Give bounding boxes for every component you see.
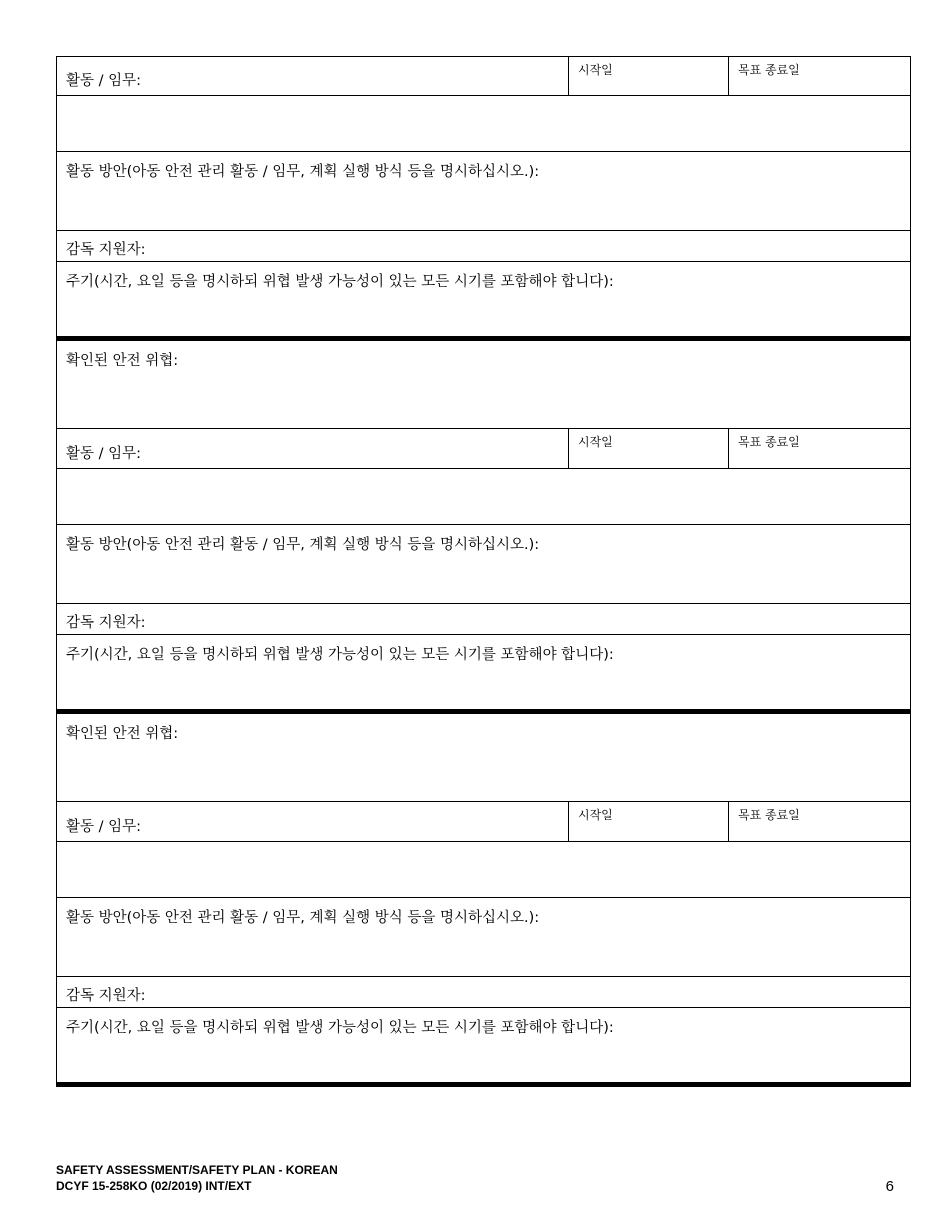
action-plan-field[interactable] [57,898,910,977]
safety-hazard-field[interactable] [57,714,910,802]
frequency-field[interactable] [57,1008,910,1087]
supervisor-field[interactable] [57,977,910,1008]
activity-field[interactable] [57,57,569,95]
supervisor-label: 감독 지원자: [66,988,146,1004]
target-end-date-field[interactable] [729,57,910,95]
safety-hazard-field[interactable] [57,341,910,429]
safety-hazard-label: 확인된 안전 위협: [66,353,179,369]
start-date-field[interactable] [569,429,729,468]
start-date-label: 시작일 [578,808,613,822]
activity-label: 활동 / 임무: [66,819,142,835]
target-end-date-label: 목표 종료일 [738,435,800,449]
safety-plan-form [56,56,911,1087]
frequency-label: 주기(시간, 요일 등을 명시하되 위협 발생 가능성이 있는 모든 시기를 포함해야 합니다): [66,1020,614,1036]
target-end-date-label: 목표 종료일 [738,808,800,822]
activity-row [57,56,910,96]
target-end-date-field[interactable] [729,802,910,841]
action-plan-label: 활동 방안(아동 안전 관리 활동 / 임무, 계획 실행 방식 등을 명시하십시오.): [66,537,540,553]
supervisor-label: 감독 지원자: [66,242,146,258]
form-number: DCYF 15-258KO (02/2019) INT/EXT [56,1179,252,1193]
activity-label: 활동 / 임무: [66,73,142,89]
action-plan-field[interactable] [57,152,910,231]
start-date-label: 시작일 [578,63,613,77]
start-date-field[interactable] [569,802,729,841]
activity-field[interactable] [57,802,569,841]
activity-entry-area[interactable] [57,96,910,152]
target-end-date-label: 목표 종료일 [738,63,800,77]
target-end-date-field[interactable] [729,429,910,468]
supervisor-field[interactable] [57,231,910,262]
start-date-field[interactable] [569,57,729,95]
form-title: SAFETY ASSESSMENT/SAFETY PLAN - KOREAN [56,1163,338,1177]
frequency-label: 주기(시간, 요일 등을 명시하되 위협 발생 가능성이 있는 모든 시기를 포함해야 합니다): [66,274,614,290]
frequency-field[interactable] [57,262,910,341]
action-plan-field[interactable] [57,525,910,604]
activity-field[interactable] [57,429,569,468]
frequency-label: 주기(시간, 요일 등을 명시하되 위협 발생 가능성이 있는 모든 시기를 포함해야 합니다): [66,647,614,663]
supervisor-field[interactable] [57,604,910,635]
safety-hazard-label: 확인된 안전 위협: [66,726,179,742]
supervisor-label: 감독 지원자: [66,615,146,631]
activity-entry-area[interactable] [57,469,910,525]
action-plan-label: 활동 방안(아동 안전 관리 활동 / 임무, 계획 실행 방식 등을 명시하십시오.): [66,910,540,926]
form-footer [56,1162,338,1194]
start-date-label: 시작일 [578,435,613,449]
action-plan-label: 활동 방안(아동 안전 관리 활동 / 임무, 계획 실행 방식 등을 명시하십시오.): [66,164,540,180]
activity-row [57,429,910,469]
activity-label: 활동 / 임무: [66,446,142,462]
frequency-field[interactable] [57,635,910,714]
activity-entry-area[interactable] [57,842,910,898]
activity-row [57,802,910,842]
page-number: 6 [885,1178,894,1195]
